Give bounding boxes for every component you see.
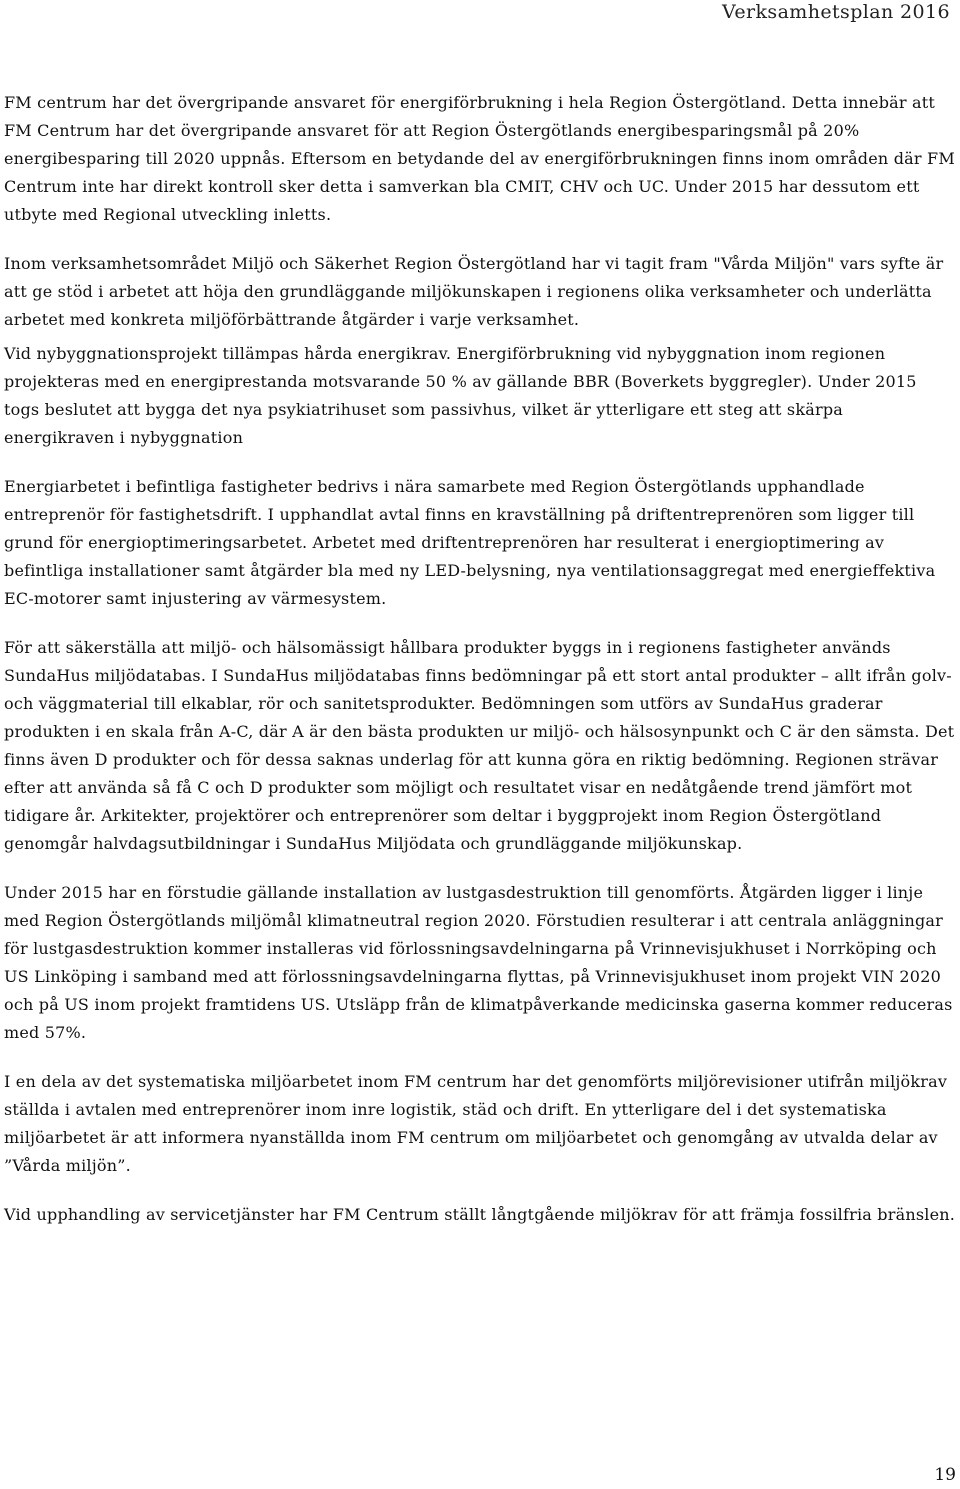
page-header-title: Verksamhetsplan 2016 [722,1,950,23]
paragraph-varda-miljon: Inom verksamhetsområdet Miljö och Säkerhet Region Östergötland har vi tagit fram "Vårda Miljön" vars syfte är att ge stöd i arbetet att höja den grundläggande miljökunskapen i regionens olika verksamheter och underlätta arbetet med konkreta miljöförbättrande åtgärder i varje verksamhet. [4,254,944,329]
paragraph-existing-buildings: Energiarbetet i befintliga fastigheter bedrivs i nära samarbete med Region Östergötlands upphandlade entreprenör för fastighetsdrift. I upphandlat avtal finns en kravställning på driftentreprenören som ligger till grund för energioptimeringsarbetet. Arbetet med driftentreprenören har resulterat i energioptimering av befintliga installationer samt åtgärder bla med ny LED-belysning, nya ventilationsaggregat med energieffektiva EC-motorer samt injustering av värmesystem. [4,477,936,608]
paragraph-nitrous-oxide: Under 2015 har en förstudie gällande installation av lustgasdestruktion till genomförts. Åtgärden ligger i linje med Region Östergötlands miljömål klimatneutral region 2020. Förstudien resulterar i att centrala anläggningar för lustgasdestruktion kommer installeras vid förlossningsavdelningarna på Vrinnevisjukhuset i Norrköping och US Linköping i samband med att förlossningsavdelningarna flyttas, på Vrinnevisjukhuset inom projekt VIN 2020 och på US inom projekt framtidens US. Utsläpp från de klimatpåverkande medicinska gaserna kommer reduceras med 57%. [4,883,953,1042]
paragraph-environmental-audits: I en dela av det systematiska miljöarbetet inom FM centrum har det genomförts miljörevisioner utifrån miljökrav ställda i avtalen med entreprenörer inom inre logistik, städ och drift. En ytterligare del i det systematiska miljöarbetet är att informera nyanställda inom FM centrum om miljöarbetet och genomgång av utvalda delar av ”Vårda miljön”. [4,1072,948,1175]
paragraph-sundahus: För att säkerställa att miljö- och hälsomässigt hållbara produkter byggs in i regionens fastigheter används SundaHus miljödatabas. I SundaHus miljödatabas finns bedömningar på ett stort antal produkter – allt ifrån golv- och väggmaterial till elkablar, rör och sanitetsprodukter. Bedömningen som utförs av SundaHus graderar produkten i en skala från A-C, där A är den bästa produkten ur miljö- och hälsosynpunkt och C är den sämsta. Det finns även D produkter och för dessa saknas underlag för att kunna göra en riktig bedömning. Regionen strävar efter att använda så få C och D produkter som möjligt och resultatet visar en nedåtgående trend jämfört mot tidigare år. Arkitekter, projektörer och entreprenörer som deltar i byggprojekt inom Region Östergötland genomgår halvdagsutbildningar i SundaHus Miljödata och grundläggande miljökunskap. [4,638,955,853]
document-body [4,89,956,1250]
page-number: 19 [934,1465,956,1485]
paragraph-procurement: Vid upphandling av servicetjänster har FM Centrum ställt långtgående miljökrav för att främja fossilfria bränslen. [4,1205,956,1224]
paragraph-energy-responsibility: FM centrum har det övergripande ansvaret för energiförbrukning i hela Region Östergötland. Detta innebär att FM Centrum har det övergripande ansvaret för att Region Östergötlands energibesparingsmål på 20% energibesparing till 2020 uppnås. Eftersom en betydande del av energiförbrukningen finns inom områden där FM Centrum inte har direkt kontroll sker detta i samverkan bla CMIT, CHV och UC. Under 2015 har dessutom ett utbyte med Regional utveckling inletts. [4,93,955,224]
paragraph-new-construction: Vid nybyggnationsprojekt tillämpas hårda energikrav. Energiförbrukning vid nybyggnation inom regionen projekteras med en energiprestanda motsvarande 50 % av gällande BBR (Boverkets byggregler). Under 2015 togs beslutet att bygga det nya psykiatrihuset som passivhus, vilket är ytterligare ett steg att skärpa energikraven i nybyggnation [4,344,917,447]
